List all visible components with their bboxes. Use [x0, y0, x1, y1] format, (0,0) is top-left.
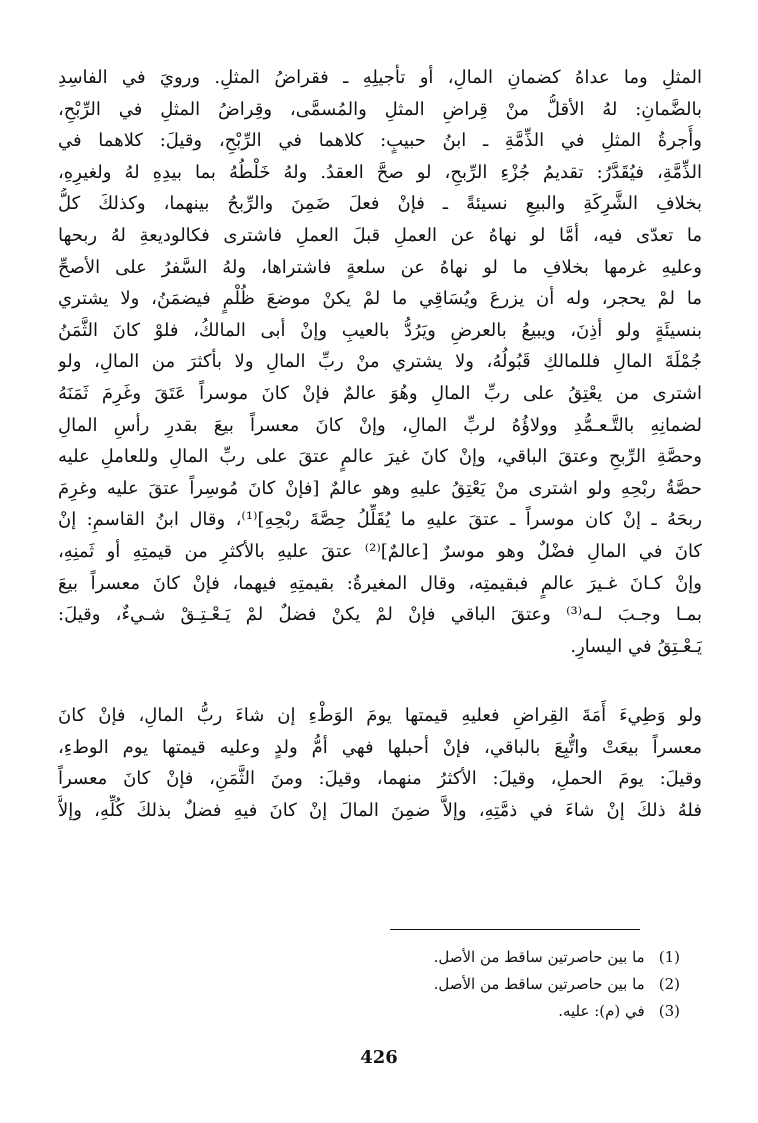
footnote-text: ما بين حاصرتين ساقط من الأصل.: [433, 975, 645, 993]
footnote-2: [300, 971, 680, 998]
paragraph-gap: [58, 662, 702, 700]
text-line: بالضَّمانِ: لهُ الأقلُّ منْ قِراضِ المثلِ والمُسمَّى، وقِراضُ المثلِ في الرِّبْحِ،: [58, 98, 702, 120]
footnote-number: (1): [658, 948, 680, 966]
text-line: الذِّمَّةِ، فيُقَدَّرُ: تقديمُ جُزْءِ الرِّبحِ، لو صحَّ العقدُ. ولهُ خَلْطُهُ بما بيدِهِ لهُ ولغيرِهِ،: [58, 161, 702, 183]
footnote-1: [300, 944, 680, 971]
text-line: يَـعْـتِقُ في اليسارِ.: [570, 635, 702, 657]
footnote-divider: [390, 929, 640, 930]
text-line: ولو وَطِيءَ أَمَةَ القِراضِ فعليهِ قيمتها يومَ الوَطْءِ إن شاءَ ربُّ المالِ، فإنْ كانَ: [58, 705, 702, 727]
footnote-text: ما بين حاصرتين ساقط من الأصل.: [433, 948, 645, 966]
text-line: المثلِ وما عداهُ كضمانِ المالِ، أو تأجيلِهِ ـ فقراضُ المثلِ. ورويَ في الفاسِدِ: [58, 67, 702, 88]
text-line: وقيلَ: يومَ الحملِ، وقيلَ: الأكثرُ منهما، وقيلَ: ومنَ الثَّمَنِ، فإنْ كانَ معسراً: [58, 768, 702, 790]
text-line: لضمانِهِ بالتَّـعـمُّدِ وولاؤُهُ لربِّ المالِ، وإنْ كانَ معسراً بيعَ بقدرِ رأسِ المالِ: [58, 414, 702, 436]
main-text: [58, 62, 702, 827]
text-line: ما تعدّى فيه، أمَّا لو نهاهُ عن العملِ قبلَ العملِ فاشترى فكالوديعةِ لهُ ربحها: [58, 224, 702, 246]
text-line: وإنْ كـانَ غـيرَ عالمٍ فبقيمتِه، وقال المغيرةُ: بقيمتِهِ فيهما، فإنْ كانَ معسراً بيعَ: [58, 572, 702, 594]
footnote-number: (2): [658, 975, 680, 993]
text-line: جُمْلَةَ المالِ فللمالكِ قَبُولُهُ، ولا يشتري منْ ربِّ المالِ ولا بأكثرَ من المالِ، ولو: [58, 351, 702, 373]
text-line: فلهُ ذلكَ إنْ شاءَ في ذمَّتِهِ، وإلاَّ ضمِنَ المالَ إنْ كانَ فيهِ فضلٌ بذلكَ كُلِّهِ، وإلاَّ: [58, 800, 702, 822]
text-line: بنسيئَةٍ ولو أذِنَ، ويبيعُ بالعرضِ ويَرُدُّ بالعيبِ وإنْ أبى المالكُ، فلوْ كانَ الثَّمَنُ: [58, 319, 702, 341]
text-line: وحصَّةِ الرِّبحِ وعتقَ الباقي، وإنْ كانَ غيرَ عالمٍ عتقَ على ربِّ المالِ وللعاملِ عليه: [58, 446, 702, 468]
footnote-text: في (م): عليه.: [558, 1002, 645, 1020]
text-line: كانَ في المالِ فضْلٌ وهو موسرٌ [عالمٌ]⁽²⁾ عتقَ عليهِ بالأكثرِ من قيمتِهِ أو ثَمنِهِ،: [58, 540, 702, 562]
footnote-number: (3): [658, 1002, 680, 1020]
text-line: وأُجرةُ المثلِ في الذِّمَّةِ ـ ابنُ حبيبٍ: كلاهما في الرِّبْحِ، وقيلَ: كلاهما في: [58, 130, 702, 152]
text-line: ما لمْ يحجر، وله أن يزرعَ ويُسَاقِي ما لمْ يكنْ موضعَ ظُلْمٍ فيضمَنُ، ولا يشتري: [58, 288, 702, 310]
text-line: بخلافِ الشَّرِكَةِ والبيعِ نسيئةً ـ فإنْ فعلَ ضَمِنَ والرِّبحُ بينهما، وكذلكَ كلُّ: [58, 193, 702, 215]
page-number: 426: [360, 1047, 398, 1068]
text-line: حصَّةُ ربْحِهِ ولو اشترى منْ يَعْتِقُ عليهِ وهو عالمٌ [فإنْ كانَ مُوسِراً عتقَ عليه وغرِمَ: [58, 477, 702, 499]
text-line: اشترى من يعْتِقُ على ربِّ المالِ وهُوَ عالمٌ فإنْ كانَ موسراً عَتَقَ وغَرِمَ ثَمَنَهُ: [58, 382, 702, 404]
text-line: بمـا وجـبَ لـه⁽³⁾ وعتقَ الباقي فإنْ لمْ يكنْ فضلٌ لمْ يَـعْـتِـقْ شـيءٌ، وقيلَ:: [58, 604, 702, 626]
footnotes: [300, 944, 680, 1025]
text-line: معسراً بيعَتْ واتُّبِعَ بالباقي، فإنْ أحبلها فهي أمُّ ولدٍ وعليه قيمتها يوم الوطءِ،: [58, 736, 702, 758]
footnote-3: [300, 998, 680, 1025]
text-line: ربحَهُ ـ إنْ كان موسراً ـ عتقَ عليهِ ما يُقَلِّلُ حِصَّةَ ربْحِهِ]⁽¹⁾، وقال ابنُ القاسمِ: إنْ: [58, 509, 702, 531]
text-line: وعليهِ غرمها بخلافِ ما لو نهاهُ عن سلعةٍ فاشتراها، ولهُ السَّفرُ على الأصحِّ: [58, 256, 702, 278]
